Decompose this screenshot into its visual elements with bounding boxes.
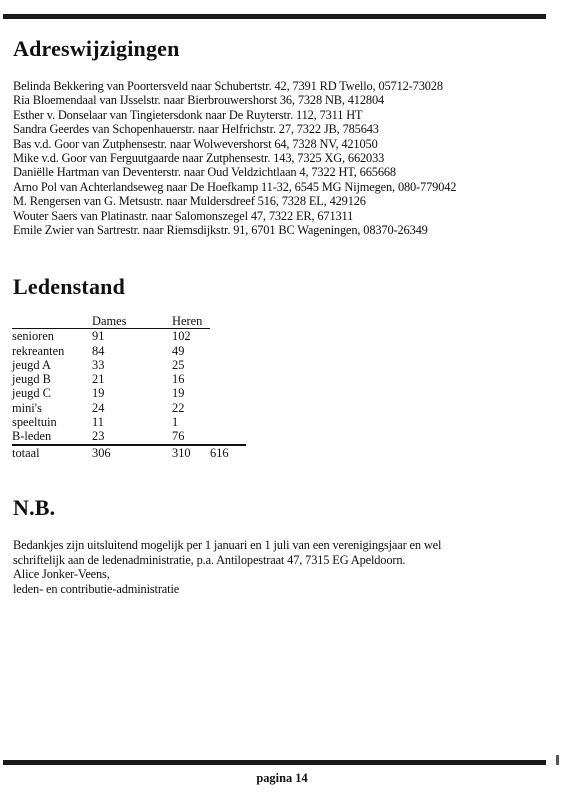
top-rule	[3, 14, 546, 19]
row-label: B-leden	[12, 429, 52, 444]
nb-line: Bedankjes zijn uitsluitend mogelijk per 1 januari en 1 juli van een verenigingsjaar en wel	[13, 538, 442, 552]
list-item: Belinda Bekkering van Poortersveld naar Schubertstr. 42, 7391 RD Twello, 05712-73028	[13, 79, 443, 93]
cell-dames: 21	[92, 372, 105, 387]
table-row	[12, 386, 246, 400]
nb-signature-role: leden- en contributie-administratie	[13, 581, 180, 596]
cell-heren: 76	[172, 429, 185, 444]
table-row	[12, 429, 246, 444]
list-item: M. Rengersen van G. Metsustr. naar Muldersdreef 516, 7328 EL, 429126	[13, 194, 366, 209]
row-label: jeugd A	[12, 357, 51, 372]
cell-heren: 25	[172, 357, 185, 372]
cell-heren: 16	[172, 372, 185, 387]
nb-notice	[13, 538, 543, 596]
cell-heren: 1	[172, 415, 179, 430]
row-label: jeugd C	[12, 386, 51, 401]
page-number: pagina 14	[256, 771, 308, 785]
cell-heren: 49	[172, 343, 185, 358]
nb-signature-name: Alice Jonker-Veens,	[13, 567, 110, 582]
total-heren: 310	[172, 445, 210, 460]
list-item: Daniëlle Hartman van Deventerstr. naar Oud Veldzichtlaan 4, 7322 HT, 665668	[13, 165, 396, 180]
cell-heren: 102	[172, 329, 210, 344]
table-row	[12, 372, 246, 386]
cell-dames: 24	[92, 400, 105, 415]
list-item: Mike v.d. Goor van Ferguutgaarde naar Zutphensestr. 143, 7325 XG, 662033	[13, 151, 385, 166]
cell-dames: 23	[92, 429, 105, 444]
bottom-rule	[3, 760, 546, 765]
list-item: Esther v. Donselaar van Tingietersdonk naar De Ruyterstr. 112, 7311 HT	[13, 107, 363, 122]
table-row	[12, 344, 246, 358]
row-label: speeltuin	[12, 415, 57, 430]
table-row	[12, 358, 246, 372]
list-item: Wouter Saers van Platinastr. naar Salomonszegel 47, 7322 ER, 671311	[13, 208, 354, 223]
cell-heren: 22	[172, 400, 185, 415]
total-all: 616	[210, 445, 246, 460]
table-row	[12, 401, 246, 415]
section-title-ledenstand: Ledenstand	[13, 274, 126, 299]
total-label: totaal	[12, 445, 92, 460]
row-label: senioren	[12, 329, 92, 344]
column-header-heren: Heren	[172, 314, 203, 328]
section-title-nb: N.B.	[13, 495, 56, 520]
section-title-adreswijzigingen: Adreswijzigingen	[13, 36, 180, 61]
address-change-list	[13, 79, 456, 237]
table-row	[12, 415, 246, 429]
cell-dames: 84	[92, 343, 105, 358]
column-header-dames: Dames	[92, 314, 127, 328]
table-total-row	[12, 445, 246, 460]
cell-dames: 33	[92, 357, 105, 372]
list-item: Emile Zwier van Sartrestr. naar Riemsdijkstr. 91, 6701 BC Wageningen, 08370-26349	[13, 223, 428, 238]
table-header-empty	[12, 314, 92, 329]
table-header-row	[12, 314, 246, 329]
nb-line: schriftelijk aan de ledenadministratie, p.a. Antilopestraat 47, 7315 EG Apeldoorn.	[13, 552, 406, 567]
total-dames: 306	[92, 445, 172, 460]
row-label: jeugd B	[12, 372, 51, 387]
cell-heren: 19	[172, 386, 185, 401]
row-label: rekreanten	[12, 343, 65, 358]
ledenstand-table	[12, 314, 246, 460]
list-item: Ria Bloemendaal van IJsselstr. naar Bierbrouwershorst 36, 7328 NB, 412804	[13, 93, 385, 108]
cell-dames: 91	[92, 329, 172, 344]
table-row	[12, 329, 246, 344]
cell-dames: 11	[92, 415, 104, 430]
scan-edge-mark	[556, 755, 559, 765]
list-item: Bas v.d. Goor van Zutphensestr. naar Wolwevershorst 64, 7328 NV, 421050	[13, 136, 378, 151]
cell-dames: 19	[92, 386, 105, 401]
row-label: mini's	[12, 400, 42, 415]
list-item: Arno Pol van Achterlandseweg naar De Hoefkamp 11-32, 6545 MG Nijmegen, 080-779042	[13, 179, 457, 194]
list-item: Sandra Geerdes van Schopenhauerstr. naar Helfrichstr. 27, 7322 JB, 785643	[13, 122, 379, 137]
